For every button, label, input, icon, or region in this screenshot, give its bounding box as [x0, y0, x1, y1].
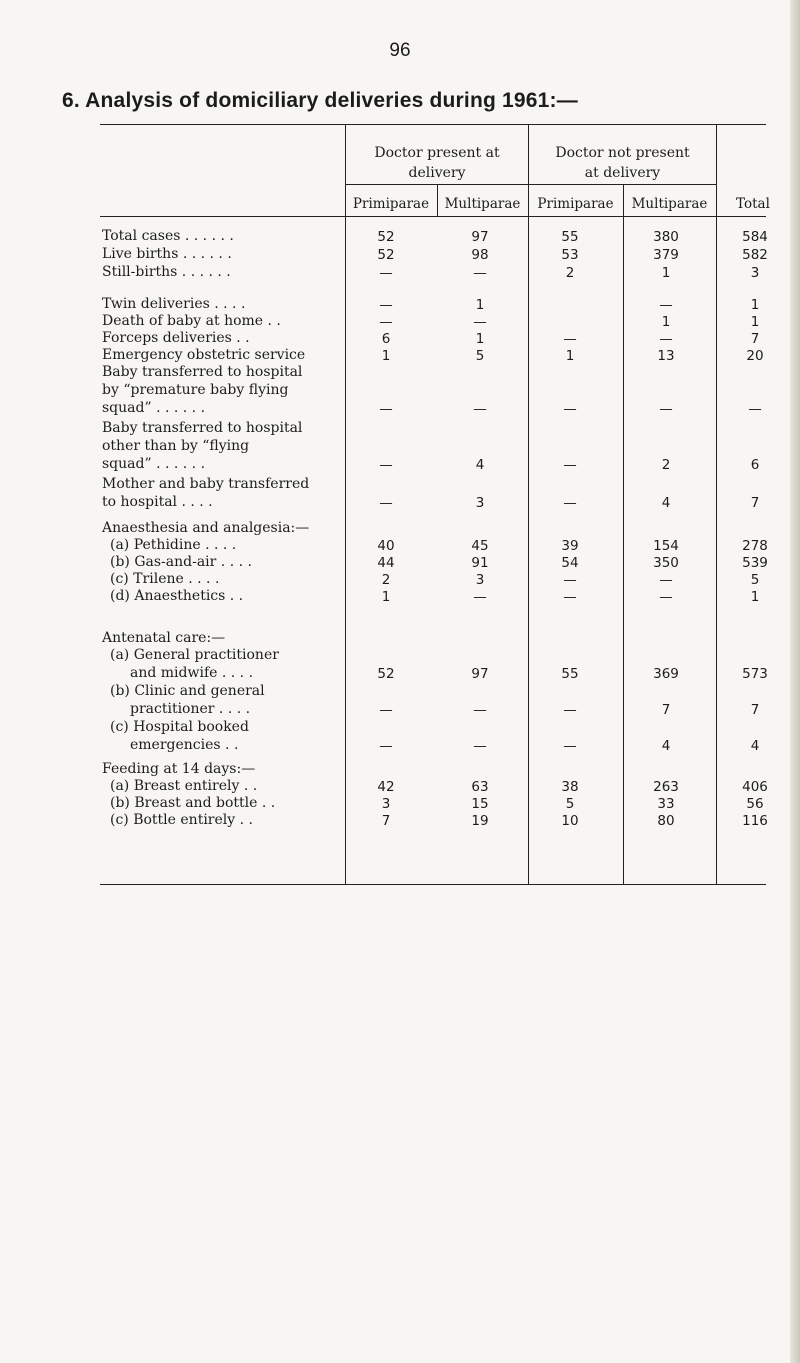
- cell-value: 5: [750, 572, 760, 588]
- cell-value: 1: [661, 314, 671, 330]
- cell-value: 55: [561, 666, 579, 682]
- row-label: Feeding at 14 days:—: [102, 761, 256, 777]
- cell-value: 7: [750, 702, 760, 718]
- cell-value: —: [473, 265, 487, 281]
- row-label: Baby transferred to hospital: [102, 364, 303, 380]
- cell-value: 2: [381, 572, 391, 588]
- col-header-primiparae-2: Primiparae: [537, 196, 614, 212]
- row-label: (b) Clinic and general: [110, 683, 265, 699]
- col-header-multiparae-2: Multiparae: [631, 196, 708, 212]
- cell-value: —: [563, 457, 577, 473]
- header-mid-rule: [345, 184, 717, 185]
- page-number: 96: [389, 40, 411, 61]
- cell-value: —: [659, 401, 673, 417]
- row-label: Antenatal care:—: [102, 630, 226, 646]
- cell-value: 5: [475, 348, 485, 364]
- cell-value: 3: [750, 265, 760, 281]
- cell-value: 263: [653, 779, 679, 795]
- cell-value: —: [473, 589, 487, 605]
- row-label: and midwife . . . .: [130, 665, 254, 681]
- cell-value: 44: [377, 555, 395, 571]
- row-label: (a) General practitioner: [110, 647, 279, 663]
- row-label: emergencies . .: [130, 737, 239, 753]
- cell-value: —: [379, 314, 393, 330]
- cell-value: 52: [377, 247, 395, 263]
- cell-value: 573: [742, 666, 768, 682]
- col-header-multiparae-1: Multiparae: [444, 196, 521, 212]
- row-label: Total cases . . . . . .: [102, 228, 234, 244]
- cell-value: 13: [657, 348, 675, 364]
- cell-value: —: [379, 401, 393, 417]
- row-label: (c) Trilene . . . .: [110, 571, 220, 587]
- cell-value: 350: [653, 555, 679, 571]
- cell-value: 7: [750, 331, 760, 347]
- row-label: Live births . . . . . .: [102, 246, 232, 262]
- row-label: (c) Bottle entirely . .: [110, 812, 253, 828]
- cell-value: 38: [561, 779, 579, 795]
- cell-value: 1: [381, 589, 391, 605]
- page-title: 6. Analysis of domiciliary deliveries during 1961:—: [62, 89, 578, 112]
- cell-value: 39: [561, 538, 579, 554]
- cell-value: 539: [742, 555, 768, 571]
- col-divider-5: [716, 124, 717, 884]
- cell-value: —: [563, 738, 577, 754]
- cell-value: 3: [381, 796, 391, 812]
- cell-value: 6: [381, 331, 391, 347]
- cell-value: 6: [750, 457, 760, 473]
- cell-value: 97: [471, 666, 489, 682]
- cell-value: 56: [746, 796, 764, 812]
- cell-value: 4: [750, 738, 760, 754]
- cell-value: —: [473, 401, 487, 417]
- cell-value: 379: [653, 247, 679, 263]
- header-line: at delivery: [584, 165, 661, 181]
- cell-value: 15: [471, 796, 489, 812]
- cell-value: 2: [661, 457, 671, 473]
- cell-value: 1: [565, 348, 575, 364]
- header-bottom-rule: [100, 216, 766, 217]
- row-label: (a) Pethidine . . . .: [110, 537, 237, 553]
- cell-value: —: [659, 572, 673, 588]
- row-label: other than by “flying: [102, 438, 250, 454]
- cell-value: 380: [653, 229, 679, 245]
- header-line: Doctor present at: [374, 145, 500, 161]
- cell-value: 4: [661, 738, 671, 754]
- row-label: Death of baby at home . .: [102, 313, 281, 329]
- cell-value: 369: [653, 666, 679, 682]
- cell-value: 91: [471, 555, 489, 571]
- cell-value: —: [379, 457, 393, 473]
- cell-value: 1: [381, 348, 391, 364]
- cell-value: 52: [377, 666, 395, 682]
- cell-value: —: [563, 589, 577, 605]
- cell-value: —: [563, 331, 577, 347]
- header-line: delivery: [408, 165, 466, 181]
- cell-value: —: [379, 265, 393, 281]
- row-label: Twin deliveries . . . .: [102, 296, 246, 312]
- header-doctor-not-present: [529, 143, 716, 183]
- cell-value: 116: [742, 813, 768, 829]
- row-label: practitioner . . . .: [130, 701, 251, 717]
- cell-value: 19: [471, 813, 489, 829]
- row-label: squad” . . . . . .: [102, 400, 206, 416]
- row-label: by “premature baby flying: [102, 382, 289, 398]
- table-bottom-rule: [100, 884, 766, 885]
- cell-value: 45: [471, 538, 489, 554]
- cell-value: 7: [750, 495, 760, 511]
- row-label: Mother and baby transferred: [102, 476, 310, 492]
- cell-value: —: [563, 401, 577, 417]
- cell-value: 20: [746, 348, 764, 364]
- cell-value: —: [379, 702, 393, 718]
- cell-value: 54: [561, 555, 579, 571]
- cell-value: 1: [475, 331, 485, 347]
- cell-value: 1: [661, 265, 671, 281]
- col-header-total: Total: [736, 196, 770, 212]
- cell-value: 2: [565, 265, 575, 281]
- col-header-primiparae-1: Primiparae: [352, 196, 430, 212]
- cell-value: 55: [561, 229, 579, 245]
- cell-value: 7: [661, 702, 671, 718]
- row-label: (c) Hospital booked: [110, 719, 249, 735]
- cell-value: —: [659, 297, 673, 313]
- cell-value: 63: [471, 779, 489, 795]
- cell-value: 98: [471, 247, 489, 263]
- cell-value: —: [379, 495, 393, 511]
- cell-value: 3: [475, 495, 485, 511]
- cell-value: —: [379, 738, 393, 754]
- cell-value: 1: [475, 297, 485, 313]
- cell-value: —: [473, 314, 487, 330]
- cell-value: 5: [565, 796, 575, 812]
- row-label: (b) Gas-and-air . . . .: [110, 554, 252, 570]
- cell-value: 154: [653, 538, 679, 554]
- cell-value: —: [563, 495, 577, 511]
- cell-value: 53: [561, 247, 579, 263]
- header-line: Doctor not present: [555, 145, 690, 161]
- cell-value: 40: [377, 538, 395, 554]
- cell-value: 278: [742, 538, 768, 554]
- col-divider-3: [528, 124, 529, 884]
- cell-value: —: [473, 702, 487, 718]
- header-doctor-present: [346, 143, 528, 183]
- row-label: Baby transferred to hospital: [102, 420, 303, 436]
- cell-value: 80: [657, 813, 675, 829]
- cell-value: —: [379, 297, 393, 313]
- row-label: Anaesthesia and analgesia:—: [102, 520, 310, 536]
- cell-value: 7: [381, 813, 391, 829]
- cell-value: 584: [742, 229, 768, 245]
- cell-value: —: [563, 572, 577, 588]
- col-divider-4: [623, 184, 624, 884]
- cell-value: 10: [561, 813, 579, 829]
- row-label: (b) Breast and bottle . .: [110, 795, 276, 811]
- cell-value: —: [748, 401, 762, 417]
- cell-value: —: [659, 331, 673, 347]
- table-top-rule: [100, 124, 766, 125]
- row-label: (d) Anaesthetics . .: [110, 588, 244, 604]
- cell-value: 97: [471, 229, 489, 245]
- row-label: to hospital . . . .: [102, 494, 213, 510]
- cell-value: 42: [377, 779, 395, 795]
- cell-value: 582: [742, 247, 768, 263]
- cell-value: 52: [377, 229, 395, 245]
- cell-value: 3: [475, 572, 485, 588]
- cell-value: 406: [742, 779, 768, 795]
- cell-value: 1: [750, 297, 760, 313]
- cell-value: —: [473, 738, 487, 754]
- row-label: Forceps deliveries . .: [102, 330, 250, 346]
- cell-value: 4: [475, 457, 485, 473]
- cell-value: 4: [661, 495, 671, 511]
- row-label: Emergency obstetric service: [102, 347, 306, 363]
- cell-value: 33: [657, 796, 675, 812]
- row-label: squad” . . . . . .: [102, 456, 206, 472]
- cell-value: 1: [750, 589, 760, 605]
- row-label: Still-births . . . . . .: [102, 264, 231, 280]
- row-label: (a) Breast entirely . .: [110, 778, 258, 794]
- cell-value: —: [563, 702, 577, 718]
- cell-value: —: [659, 589, 673, 605]
- cell-value: 1: [750, 314, 760, 330]
- page-edge-shadow: [790, 0, 800, 1363]
